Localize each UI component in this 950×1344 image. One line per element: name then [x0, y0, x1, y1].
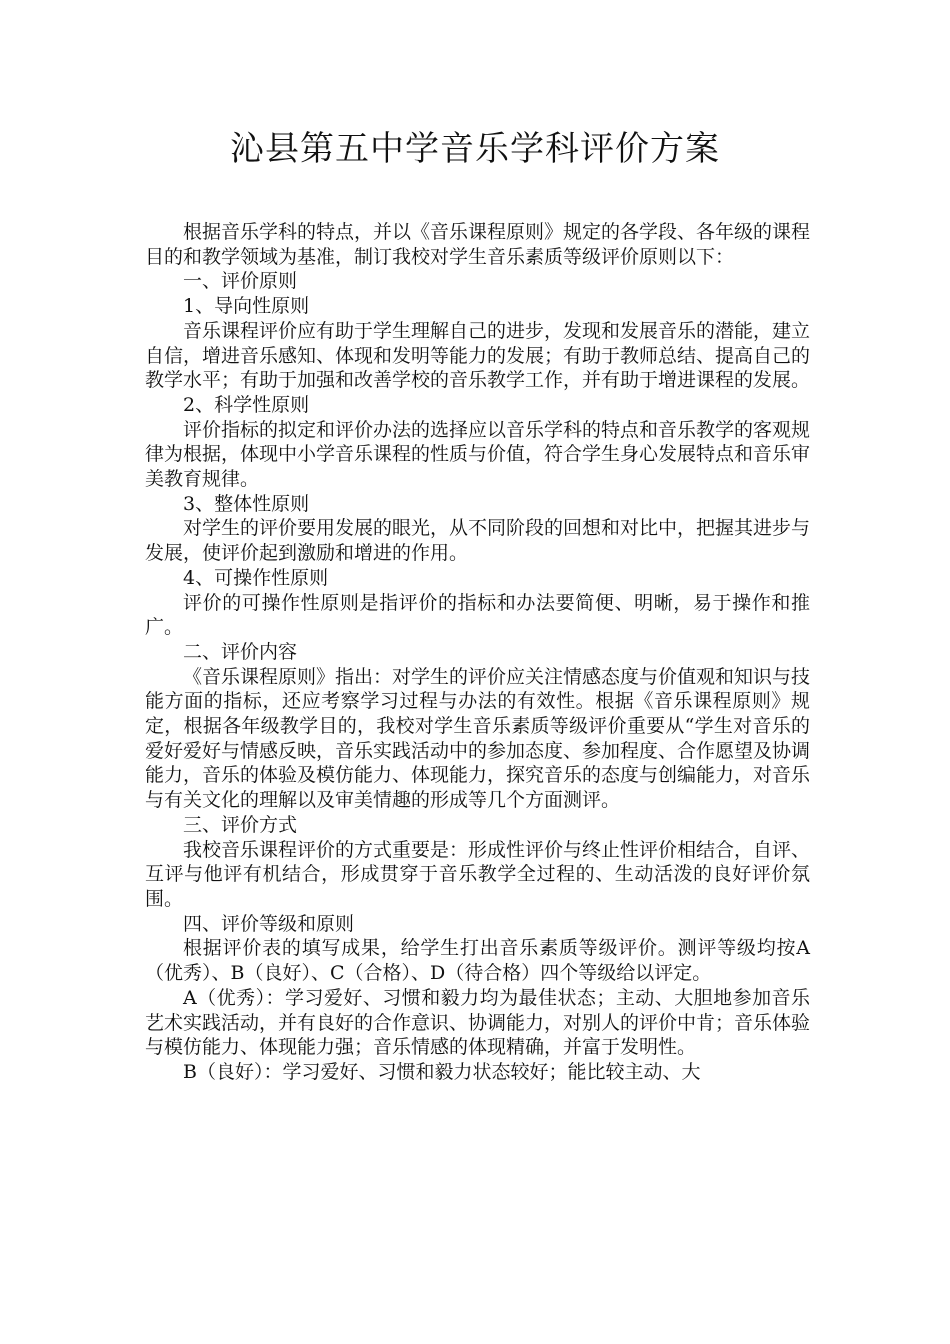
paragraph-content: 《音乐课程原则》指出：对学生的评价应关注情感态度与价值观和知识与技能方面的指标，还应考察学习过程与办法的有效性。根据《音乐课程原则》规定，根据各年级教学目的，我校对学生音乐素质等级评价重要从“学生对音乐的爱好爱好与情感反映，音乐实践活动中的参加态度、参加程度、合作愿望及协调能力，音乐的体验及模仿能力、体现能力，探究音乐的态度与创编能力，对音乐与有关文化的理解以及审美情趣的形成等几个方面测评。	[145, 665, 811, 812]
subheading-guidance: 1、导向性原则	[183, 295, 310, 318]
document-title: 沁县第五中学音乐学科评价方案	[230, 129, 720, 169]
intro-paragraph: 根据音乐学科的特点，并以《音乐课程原则》规定的各学段、各年级的课程目的和教学领域为基准，制订我校对学生音乐素质等级评价原则以下：	[145, 221, 811, 268]
paragraph-method: 我校音乐课程评价的方式重要是：形成性评价与终止性评价相结合，自评、互评与他评有机结合，形成贯穿于音乐教学全过程的、生动活泼的良好评价氛围。	[145, 838, 811, 910]
section-heading-method: 三、评价方式	[183, 813, 298, 836]
section-heading-content: 二、评价内容	[183, 640, 298, 663]
document-body	[145, 220, 810, 1085]
subheading-scientific: 2、科学性原则	[183, 393, 310, 416]
paragraph-scientific: 评价指标的拟定和评价办法的选择应以音乐学科的特点和音乐教学的客观规律为根据，体现中小学音乐课程的性质与价值，符合学生身心发展特点和音乐审美教育规律。	[145, 418, 811, 491]
paragraph-holistic: 对学生的评价要用发展的眼光，从不同阶段的回想和对比中，把握其进步与发展，使评价起到激励和增进的作用。	[145, 517, 811, 565]
paragraph-grades: 根据评价表的填写成果，给学生打出音乐素质等级评价。测评等级均按A（优秀）、B（良好）、C（合格）、D（待合格）四个等级给以评定。	[145, 937, 810, 985]
paragraph-guidance: 音乐课程评价应有助于学生理解自己的进步，发现和发展音乐的潜能，建立自信，增进音乐感知、体现和发明等能力的发展；有助于教师总结、提高自己的教学水平；有助于加强和改善学校的音乐教学工作，并有助于增进课程的发展。	[145, 319, 811, 392]
paragraph-grade-b: B（良好）：学习爱好、习惯和毅力状态较好；能比较主动、大	[183, 1060, 701, 1083]
subheading-holistic: 3、整体性原则	[183, 492, 310, 515]
paragraph-operability: 评价的可操作性原则是指评价的指标和办法要简便、明晰，易于操作和推广。	[145, 591, 810, 639]
section-heading-principles: 一、评价原则	[183, 270, 298, 293]
paragraph-grade-a: A（优秀）：学习爱好、习惯和毅力均为最佳状态；主动、大胆地参加音乐艺术实践活动，并有良好的合作意识、协调能力，对别人的评价中肯；音乐体验与模仿能力、体现能力强；音乐情感的体现精确，并富于发明性。	[145, 986, 811, 1059]
subheading-operability: 4、可操作性原则	[183, 566, 329, 589]
section-heading-grades: 四、评价等级和原则	[183, 912, 355, 935]
